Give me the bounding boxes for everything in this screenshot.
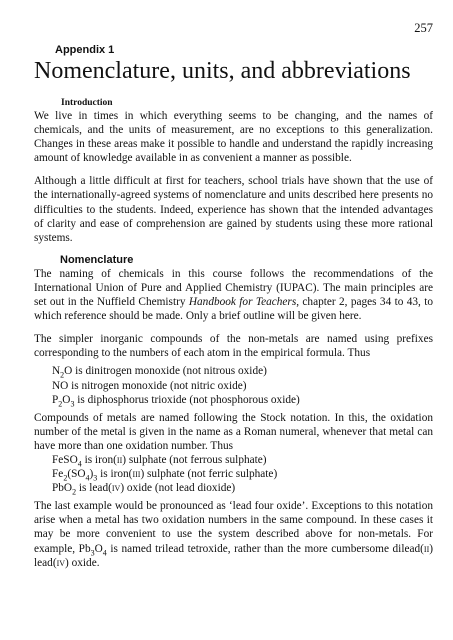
nomenclature-paragraph-2: The simpler inorganic compounds of the non-metals are named using prefixes corresponding to the numbers of each atom in the empirical formula. Thus <box>34 333 433 360</box>
nomenclature-paragraph-3: Compounds of metals are named following the Stock notation. In this, the oxidation number of the metal is given in the name as a Roman numeral, whenever that metal can have more than one oxidation number. Thus <box>34 411 433 452</box>
nomenclature-heading: Nomenclature <box>60 253 134 266</box>
intro-heading: Introduction <box>61 98 113 108</box>
nomenclature-paragraph-4: The last example would be pronounced as ‘lead four oxide’. Exceptions to this notation arise when a metal has two oxidation numbers in the same compound. In these cases it may be more convenient to use the system described above for non-metals. For example, $Pb_3O_4$ is named trilead tetroxide, rather than the more cumbersome dilead(ii) lead(iv) oxide. <box>34 500 433 569</box>
nomenclature-paragraph-1: The naming of chemicals in this course follows the recommendations of the International Union of Pure and Applied Chemistry (IUPAC). The main principles are set out in the Nuffield Chemistry Handbook for Teachers, chapter 2, pages 34 to 43, to which reference should be made. Only a brief outline will be given here. <box>34 267 433 323</box>
example-no: NO is nitrogen monoxide (not nitric oxide) <box>52 379 247 392</box>
example-n2o: $N_2O$ is dinitrogen monoxide (not nitrous oxide) <box>52 365 267 380</box>
appendix-label: Appendix 1 <box>55 44 115 56</box>
intro-paragraph-1: We live in times in which everything seems to be changing, and the names of chemicals, and the units of measurement, are no exceptions to this generalization. Changes in these areas make it possible to handle and understand the rapidly increasing amount of knowledge available in as convenient a manner as possible. <box>34 110 433 165</box>
intro-paragraph-2: Although a little difficult at first for teachers, school trials have shown that the use of the internationally-agreed systems of nomenclature and units described here presents no difficulties to the students. Indeed, experience has shown that the intended advantages of clarity and ease of comprehension are gained by students using these more rational systems. <box>34 175 433 244</box>
page-title: Nomenclature, units, and abbreviations <box>34 58 411 84</box>
page-number: 257 <box>414 21 433 35</box>
example-pbo2: PbO$_2$ is lead(iv) oxide (not lead dioxide) <box>52 482 236 497</box>
example-feso4: FeSO$_4$ is iron(ii) sulphate (not ferrous sulphate) <box>52 453 267 469</box>
example-p2o3: $P_2O_3$ is diphosphorus trioxide (not phosphorous oxide) <box>52 393 300 408</box>
body-text <box>34 93 433 570</box>
example-fe2so43: $Fe_2(SO_4)_3$ is iron(iii) sulphate (not ferric sulphate) <box>52 468 278 483</box>
